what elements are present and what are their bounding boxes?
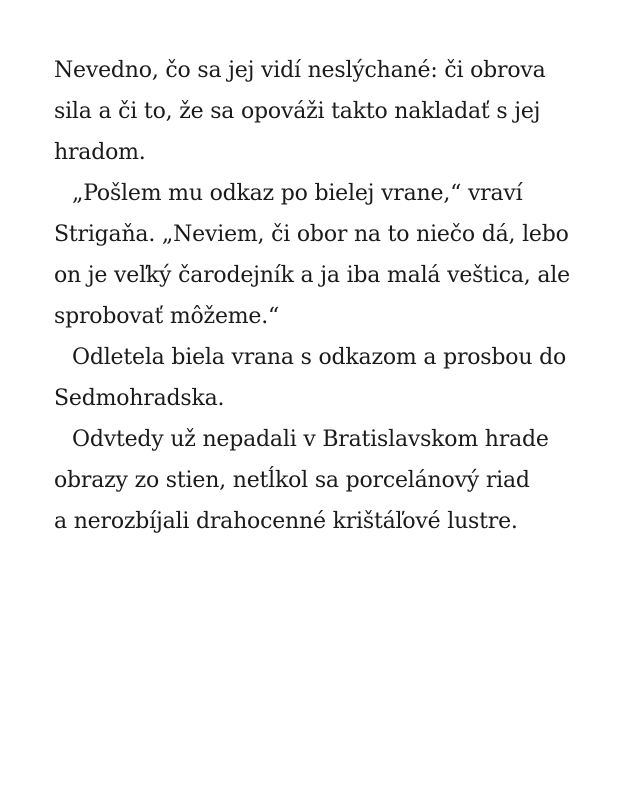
paragraph-3 <box>54 337 614 419</box>
text-line: sila a či to, že sa opováži takto nakladať s jej <box>54 99 541 124</box>
paragraph-1 <box>54 50 614 173</box>
text-line: Odletela biela vrana s odkazom a prosbou do <box>72 345 567 370</box>
text-line: Sedmohradska. <box>54 386 225 411</box>
text-line: a nerozbíjali drahocenné krištáľové lustre. <box>54 509 518 534</box>
text-line: Strigaňa. „Neviem, či obor na to niečo dá, lebo <box>54 222 569 247</box>
paragraph-4 <box>54 419 614 542</box>
paragraph-2 <box>54 173 614 337</box>
text-line: sprobovať môžeme.“ <box>54 304 280 329</box>
text-line: obrazy zo stien, netĺkol sa porcelánový riad <box>54 468 530 493</box>
text-line: Nevedno, čo sa jej vidí neslýchané: či obrova <box>54 58 546 83</box>
body-text <box>54 50 614 542</box>
text-line: on je veľký čarodejník a ja iba malá veštica, ale <box>54 263 570 288</box>
text-line: hradom. <box>54 140 146 165</box>
text-line: „Pošlem mu odkaz po bielej vrane,“ vraví <box>72 181 523 206</box>
text-line: Odvtedy už nepadali v Bratislavskom hrade <box>72 427 549 452</box>
